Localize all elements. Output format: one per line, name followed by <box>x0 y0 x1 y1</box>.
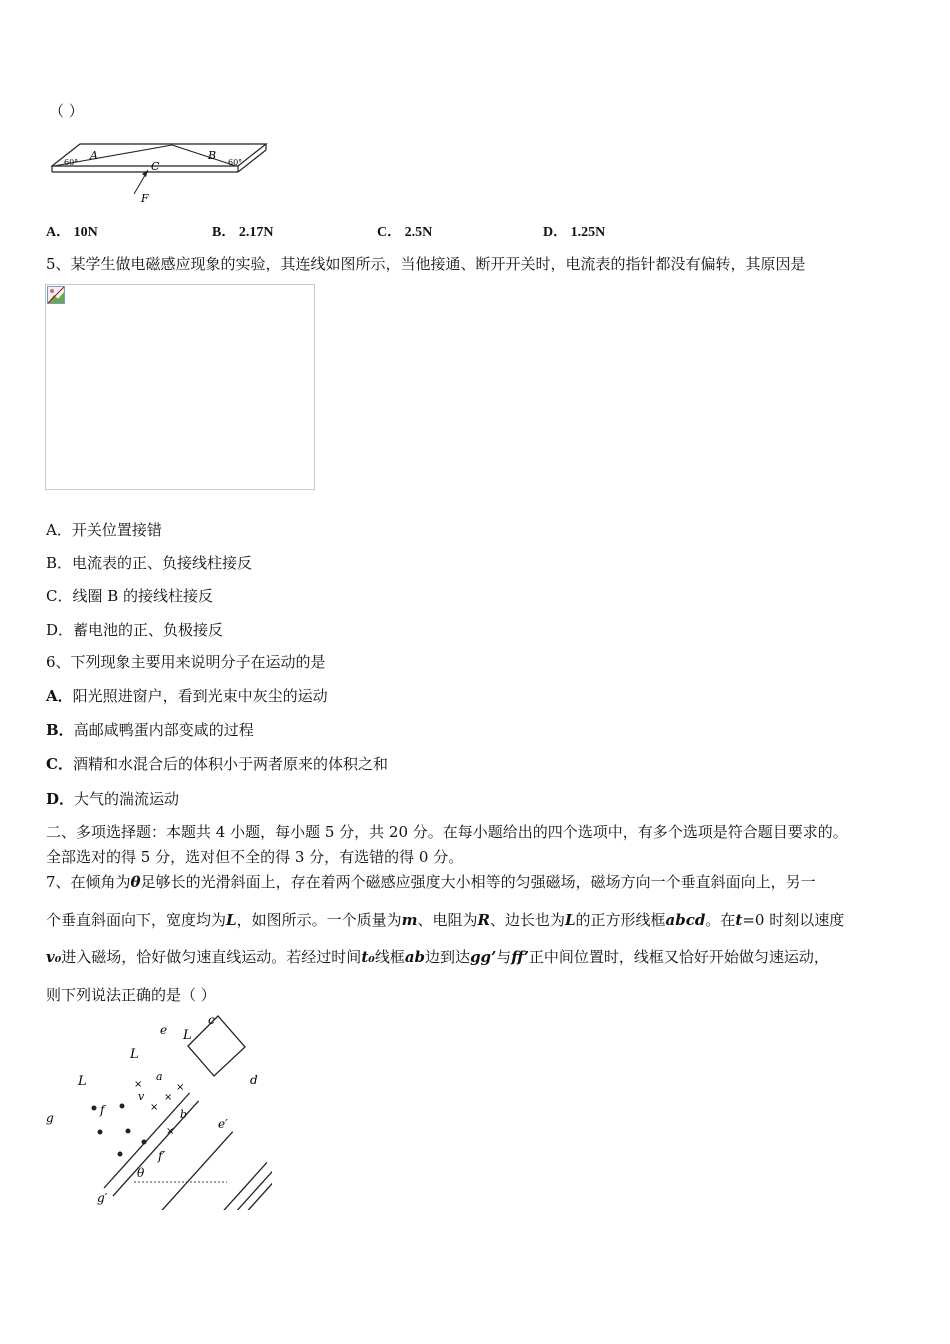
label-g: g <box>46 1111 54 1125</box>
label-a: A <box>90 149 98 162</box>
q4-option-b[interactable]: B． 2.17N <box>212 225 274 240</box>
field-cross: × <box>166 1126 175 1137</box>
label-L-3: L <box>183 1028 192 1043</box>
label-theta: θ <box>137 1166 145 1180</box>
label-b: B <box>208 149 217 162</box>
angle-left-label: 60° <box>64 158 79 167</box>
q5-option-b[interactable]: B．电流表的正、负接线柱接反 <box>46 554 253 572</box>
field-cross: × <box>134 1079 143 1090</box>
q4-option-d[interactable]: D． 1.25N <box>543 225 606 240</box>
q5-broken-image <box>45 284 315 490</box>
label-d: d <box>250 1073 258 1087</box>
label-f: f <box>100 1103 105 1117</box>
q5-option-a[interactable]: A．开关位置接错 <box>46 521 162 539</box>
label-f: F <box>141 192 149 205</box>
label-a: a <box>156 1070 163 1083</box>
angle-right-label: 60° <box>228 158 243 167</box>
section-2-header: 二、多项选择题：本题共 4 小题，每小题 5 分，共 20 分。在每小题给出的四个选项中，有多个选项是符合题目要求的。 <box>46 823 848 841</box>
q6-option-b[interactable]: B．高邮咸鸭蛋内部变咸的过程 <box>46 721 254 739</box>
q6-option-d[interactable]: D．大气的湍流运动 <box>46 790 180 808</box>
label-g-prime: g′ <box>97 1191 108 1205</box>
label-c: C <box>151 160 160 173</box>
label-e-prime: e′ <box>218 1117 228 1131</box>
q4-option-c[interactable]: C． 2.5N <box>377 225 433 240</box>
label-c: c <box>208 1013 215 1027</box>
magnetic-field-incline-figure <box>42 1010 272 1210</box>
field-cross: × <box>150 1102 159 1113</box>
q5-option-d[interactable]: D．蓄电池的正、负极接反 <box>46 621 224 639</box>
q6-option-a[interactable]: A．阳光照进窗户，看到光束中灰尘的运动 <box>46 687 328 705</box>
field-cross: × <box>176 1082 185 1093</box>
label-v: v <box>138 1090 145 1103</box>
section-2-header-line2: 全部选对的得 5 分，选对但不全的得 3 分，有选错的得 0 分。 <box>46 848 464 866</box>
q6-stem: 6、下列现象主要用来说明分子在运动的是 <box>46 653 326 671</box>
q4-option-a[interactable]: A． 10N <box>46 225 98 240</box>
q5-option-c[interactable]: C．线圈 B 的接线柱接反 <box>46 587 214 605</box>
field-cross: × <box>164 1092 173 1103</box>
label-f-prime: f′ <box>158 1149 166 1163</box>
q7-stem-line3: v₀进入磁场，恰好做匀速直线运动。若经过时间t₀线框ab边到达gg’与ff’正中间位置时，线框又恰好开始做匀速运动， <box>46 948 829 966</box>
q6-option-c[interactable]: C．酒精和水混合后的体积小于两者原来的体积之和 <box>46 755 388 773</box>
q7-stem-line4: 则下列说法正确的是（ ） <box>46 986 216 1004</box>
q5-stem: 5、某学生做电磁感应现象的实验，其连线如图所示，当他接通、断开开关时，电流表的指针都没有偏转，其原因是 <box>46 255 806 273</box>
label-L-2: L <box>130 1047 139 1062</box>
incline-blocks-figure <box>44 132 274 208</box>
broken-image-icon <box>47 286 65 304</box>
label-e: e <box>160 1023 168 1037</box>
label-L-1: L <box>78 1074 87 1089</box>
label-b: b <box>180 1108 188 1121</box>
q7-stem-line1: 7、在倾角为θ足够长的光滑斜面上，存在着两个磁感应强度大小相等的匀强磁场，磁场方向一个垂直斜面向上，另一 <box>46 873 816 891</box>
answer-paren: （ ） <box>49 102 84 120</box>
q7-stem-line2: 个垂直斜面向下，宽度均为L，如图所示。一个质量为m、电阻为R、边长也为L的正方形线框abcd。在t=0 时刻以速度 <box>46 911 845 929</box>
